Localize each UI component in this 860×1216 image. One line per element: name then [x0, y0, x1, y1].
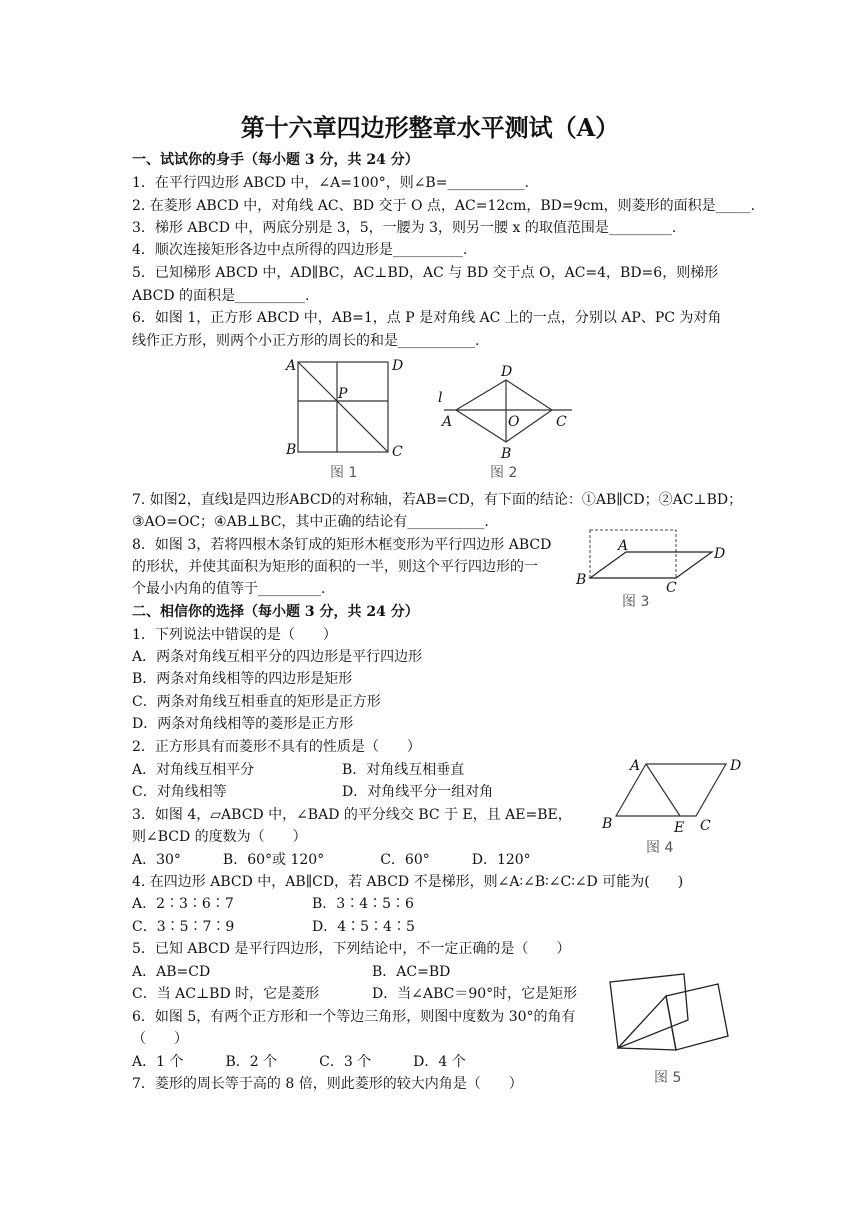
q1-4: 4．顺次连接矩形各边中点所得的四边形是__________. [132, 242, 468, 258]
q1-2: 2. 在菱形 ABCD 中，对角线 AC、BD 交于 O 点，AC=12cm，BD=9cm，则菱形的面积是_____. [132, 198, 756, 214]
fig3-label-c: C [666, 580, 677, 596]
q2-5-a: A．AB=CD [132, 964, 211, 980]
q2-2: 2．正方形具有而菱形不具有的性质是（ ） [132, 739, 421, 755]
q2-7: 7．菱形的周长等于高的 8 倍，则此菱形的较大内角是（ ） [132, 1076, 523, 1092]
q2-5: 5．已知 ABCD 是平行四边形，下列结论中，不一定正确的是（ ） [132, 941, 571, 957]
q1-8-cont1: 的形状，并使其面积为矩形的面积的一半，则这个平行四边形的一 [132, 559, 538, 575]
fig1-label-a: A [286, 358, 297, 374]
section2-heading: 二、相信你的选择（每小题 3 分，共 24 分） [132, 604, 419, 620]
fig2-caption: 图 2 [490, 465, 518, 481]
fig1-label-c: C [392, 444, 403, 460]
fig4-label-d: D [730, 758, 742, 774]
figure-5 [604, 966, 754, 1090]
fig1-label-d: D [392, 358, 404, 374]
q1-6-cont: 线作正方形，则两个小正方形的周长的和是___________. [132, 333, 480, 349]
q2-5-c: C．当 AC⊥BD 时，它是菱形 [132, 986, 320, 1002]
fig4-label-e: E [674, 820, 685, 836]
q2-4-a: A．2∶3∶6∶7 [132, 896, 234, 912]
figure-2 [432, 362, 578, 482]
fig3-label-a: A [618, 538, 629, 554]
q2-6: 6．如图 5，有两个正方形和一个等边三角形，则图中度数为 30°的角有 [132, 1009, 576, 1025]
fig2-label-c: C [556, 414, 567, 430]
fig4-label-b: B [602, 816, 613, 832]
q2-1-d: D．两条对角线相等的菱形是正方形 [132, 716, 354, 732]
q2-2-c: C．对角线相等 [132, 784, 227, 800]
fig4-label-c: C [700, 818, 711, 834]
fig1-caption: 图 1 [330, 465, 358, 481]
q1-3: 3．梯形 ABCD 中，两底分别是 3，5，一腰为 3，则另一腰 x 的取值范围是_________. [132, 220, 677, 236]
q2-3-cont: 则∠BCD 的度数为（ ） [132, 829, 307, 845]
fig5-caption: 图 5 [654, 1070, 682, 1086]
q2-1-a: A．两条对角线互相平分的四边形是平行四边形 [132, 649, 423, 665]
q2-5-d: D．当∠ABC＝90°时，它是矩形 [372, 986, 578, 1002]
q2-1-c: C．两条对角线互相垂直的矩形是正方形 [132, 694, 381, 710]
fig4-label-a: A [630, 758, 641, 774]
q2-5-b: B．AC=BD [372, 964, 451, 980]
q2-2-b: B．对角线互相垂直 [342, 762, 465, 778]
fig2-label-l: l [438, 390, 443, 406]
fig2-label-b: B [501, 446, 512, 462]
q1-8-cont2: 个最小内角的值等于_________. [132, 581, 326, 597]
fig3-label-b: B [576, 572, 587, 588]
q2-4-c: C．3∶5∶7∶9 [132, 919, 235, 935]
fig3-caption: 图 3 [622, 594, 650, 610]
fig1-label-b: B [286, 442, 297, 458]
q2-1-b: B．两条对角线相等的四边形是矩形 [132, 671, 353, 687]
figure-3 [572, 528, 732, 612]
fig2-label-a: A [442, 414, 453, 430]
fig2-label-d: D [501, 364, 513, 380]
q1-8: 8．如图 3，若将四根木条钉成的矩形木框变形为平行四边形 ABCD [132, 537, 552, 553]
q2-6-cont: （ ） [132, 1031, 188, 1047]
fig4-caption: 图 4 [646, 840, 674, 856]
page-title: 第十六章四边形整章水平测试（A） [240, 113, 620, 142]
q1-7: 7. 如图2，直线l是四边形ABCD的对称轴，若AB=CD，有下面的结论：①AB∥CD；②AC⊥BD； [132, 492, 743, 508]
fig1-label-p: P [338, 386, 348, 402]
q2-4-b: B．3∶4∶5∶6 [312, 896, 414, 912]
q1-1: 1．在平行四边形 ABCD 中，∠A=100°，则∠B=___________. [132, 175, 529, 191]
q2-3: 3．如图 4，▱ABCD 中，∠BAD 的平分线交 BC 于 E，且 AE=BE， [132, 807, 572, 823]
q2-3-options: A．30° B．60°或 120° C．60° D．120° [132, 852, 531, 868]
figure-4 [598, 752, 748, 862]
q2-4: 4. 在四边形 ABCD 中，AB∥CD，若 ABCD 不是梯形，则∠A∶∠B∶∠C∶∠D 可能为( ) [132, 874, 684, 890]
q1-7-cont: ③AO=OC；④AB⊥BC，其中正确的结论有___________. [132, 514, 489, 530]
fig2-label-o: O [508, 414, 520, 430]
q1-6: 6．如图 1，正方形 ABCD 中，AB=1，点 P 是对角线 AC 上的一点，分别以 AP、PC 为对角 [132, 310, 722, 326]
fig3-label-d: D [714, 546, 726, 562]
q1-5: 5．已知梯形 ABCD 中，AD∥BC，AC⊥BD，AC 与 BD 交于点 O，AC=4，BD=6，则梯形 [132, 265, 719, 281]
q2-4-d: D．4∶5∶4∶5 [312, 919, 415, 935]
q1-5-cont: ABCD 的面积是__________. [132, 288, 310, 304]
q2-6-options: A．1 个 B．2 个 C．3 个 D．4 个 [132, 1054, 466, 1070]
q2-1: 1．下列说法中错误的是（ ） [132, 627, 337, 643]
section1-heading: 一、试试你的身手（每小题 3 分，共 24 分） [132, 152, 419, 168]
figure-1 [284, 352, 406, 482]
q2-2-d: D．对角线平分一组对角 [342, 784, 494, 800]
q2-2-a: A．对角线互相平分 [132, 762, 255, 778]
